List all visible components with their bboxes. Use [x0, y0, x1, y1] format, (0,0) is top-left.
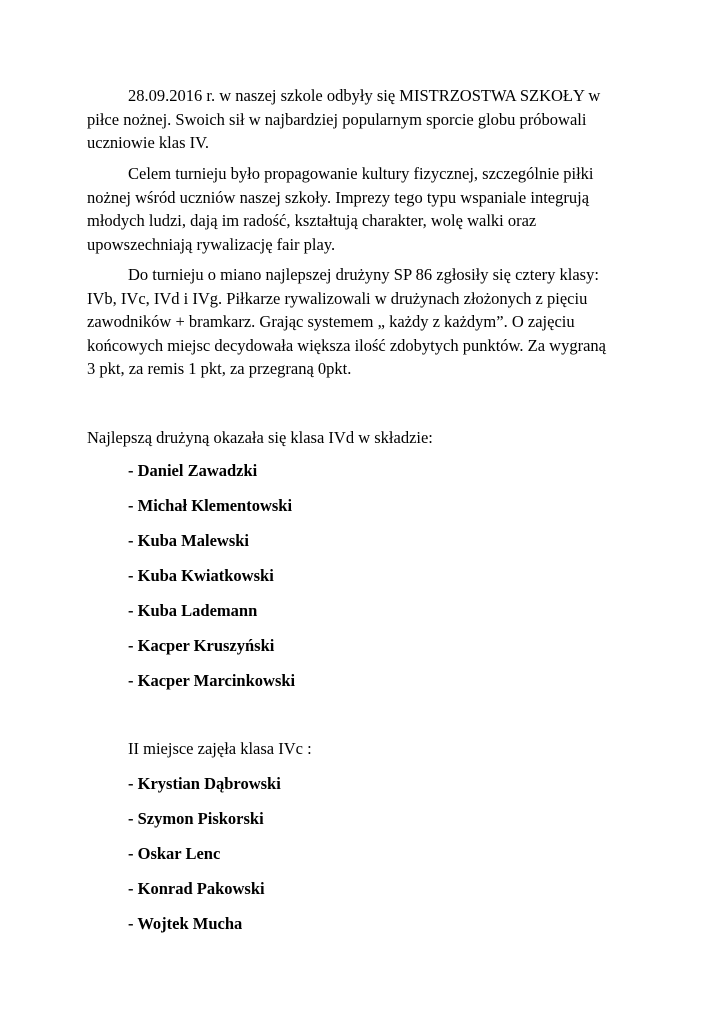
- player-name: - Krystian Dąbrowski: [128, 774, 281, 793]
- text-line: uczniowie klas IV.: [87, 133, 210, 153]
- text-line: 28.09.2016 r. w naszej szkole odbyły się MISTRZOSTWA SZKOŁY w: [128, 86, 601, 105]
- player-name: - Wojtek Mucha: [128, 914, 243, 933]
- first-place-heading: Najlepszą drużyną okazała się klasa IVd w składzie:: [87, 428, 433, 447]
- player-name: - Kuba Malewski: [128, 531, 250, 550]
- player-name: - Kuba Kwiatkowski: [128, 566, 274, 585]
- player-name: - Oskar Lenc: [128, 844, 221, 863]
- text-line: IVb, IVc, IVd i IVg. Piłkarze rywalizowali w drużynach złożonych z pięciu: [87, 288, 588, 308]
- text-line: nożnej wśród uczniów naszej szkoły. Imprezy tego typu wspaniale integrują: [87, 187, 590, 207]
- paragraph-intro: [87, 84, 647, 155]
- text-line: Celem turnieju było propagowanie kultury fizycznej, szczególnie piłki: [128, 164, 594, 183]
- text-line: piłce nożnej. Swoich sił w najbardziej popularnym sporcie globu próbowali: [87, 109, 587, 129]
- paragraph-purpose: [87, 162, 647, 256]
- player-name: - Kacper Kruszyński: [128, 636, 275, 655]
- player-name: - Kacper Marcinkowski: [128, 671, 296, 690]
- player-name: - Michał Klementowski: [128, 496, 293, 515]
- player-name: - Kuba Lademann: [128, 601, 258, 620]
- paragraph-rules: [87, 263, 647, 381]
- text-line: końcowych miejsc decydowała większa ilość zdobytych punktów. Za wygraną: [87, 335, 606, 355]
- text-line: 3 pkt, za remis 1 pkt, za przegraną 0pkt.: [87, 359, 352, 379]
- second-place-heading: II miejsce zajęła klasa IVc :: [128, 739, 312, 758]
- player-name: - Konrad Pakowski: [128, 879, 265, 898]
- text-line: młodych ludzi, dają im radość, kształtują charakter, wolę walki oraz: [87, 211, 537, 231]
- player-name: - Szymon Piskorski: [128, 809, 264, 828]
- player-name: - Daniel Zawadzki: [128, 461, 258, 480]
- text-line: upowszechniają rywalizację fair play.: [87, 234, 336, 254]
- text-line: zawodników + bramkarz. Grając systemem „ każdy z każdym”. O zajęciu: [87, 312, 575, 332]
- text-line: Do turnieju o miano najlepszej drużyny SP 86 zgłosiły się cztery klasy:: [128, 265, 599, 284]
